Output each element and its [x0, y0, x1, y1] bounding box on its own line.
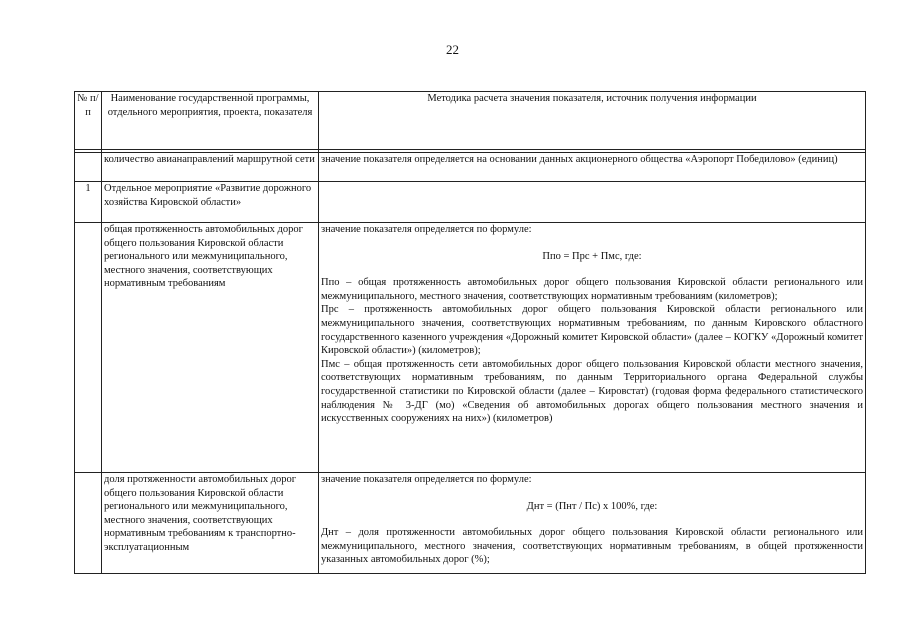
formula-term: Прс – протяженность автомобильных дорог общего пользования Кировской области регионального или межмуниципального значения, соответствующих нормативным требованиям, по данным Кировского областного государственного казенного учреждения «Дорожный комитет Кировской области» (далее – КОГКУ «Дорожный комитет Кировской области») (километров); — [321, 304, 863, 357]
header-method: Методика расчета значения показателя, источник получения информации — [319, 92, 866, 150]
table-row — [75, 153, 866, 182]
header-name: Наименование государственной программы, отдельного мероприятия, проекта, показателя — [102, 92, 319, 150]
method-intro: значение показателя определяется по формуле: — [321, 474, 532, 485]
method-intro: значение показателя определяется по формуле: — [321, 224, 532, 235]
formula-term: Пмс – общая протяженность сети автомобильных дорог общего пользования Кировской области местного значения, соответствующих нормативным требованиям, по данным Территориального органа Федеральной службы государственной статистики по Кировской области (далее – Кировстат) (годовая форма федерального статистического наблюдения № 3-ДГ (мо) «Сведения об автомобильных дорогах общего пользования местного значения и искусственных сооружениях на них») (километров) — [321, 358, 863, 425]
row-name: общая протяженность автомобильных дорог общего пользования Кировской области регионального или межмуниципального, местного значения, соответствующих нормативным требованиям — [102, 223, 319, 473]
row-num — [75, 153, 102, 182]
formula-term: Днт – доля протяженности автомобильных дорог общего пользования Кировской области регионального или межмуниципального, местного значения, соответствующих нормативным требованиям, в общей протяженности указанных автомобильных дорог (%); — [321, 527, 863, 566]
row-name: количество авианаправлений маршрутной сети — [102, 153, 319, 182]
row-method — [319, 182, 866, 223]
table-header-row — [75, 92, 866, 150]
table-row — [75, 473, 866, 574]
formula: Днт = (Пнт / Пс) х 100%, где: — [526, 500, 658, 512]
row-num — [75, 473, 102, 574]
row-num: 1 — [75, 182, 102, 223]
row-name: Отдельное мероприятие «Развитие дорожного хозяйства Кировской области» — [102, 182, 319, 223]
row-name: доля протяженности автомобильных дорог общего пользования Кировской области регионального или межмуниципального, местного значения, соответствующих нормативным требованиям к транспортно-эксплуатационным — [102, 473, 319, 574]
row-method — [319, 223, 866, 473]
page-number: 22 — [446, 42, 459, 57]
header-num: № п/п — [75, 92, 102, 150]
formula-term: Ппо – общая протяженность автомобильных дорог общего пользования Кировской области регионального или межмуниципального, местного значения, соответствующих нормативным требованиям (километров); — [321, 277, 863, 302]
indicators-table — [74, 91, 866, 574]
row-num — [75, 223, 102, 473]
row-method — [319, 473, 866, 574]
row-method: значение показателя определяется на основании данных акционерного общества «Аэропорт Победилово» (единиц) — [319, 153, 866, 182]
table-row — [75, 182, 866, 223]
formula: Ппо = Прс + Пмс, где: — [542, 250, 642, 262]
table-row — [75, 223, 866, 473]
